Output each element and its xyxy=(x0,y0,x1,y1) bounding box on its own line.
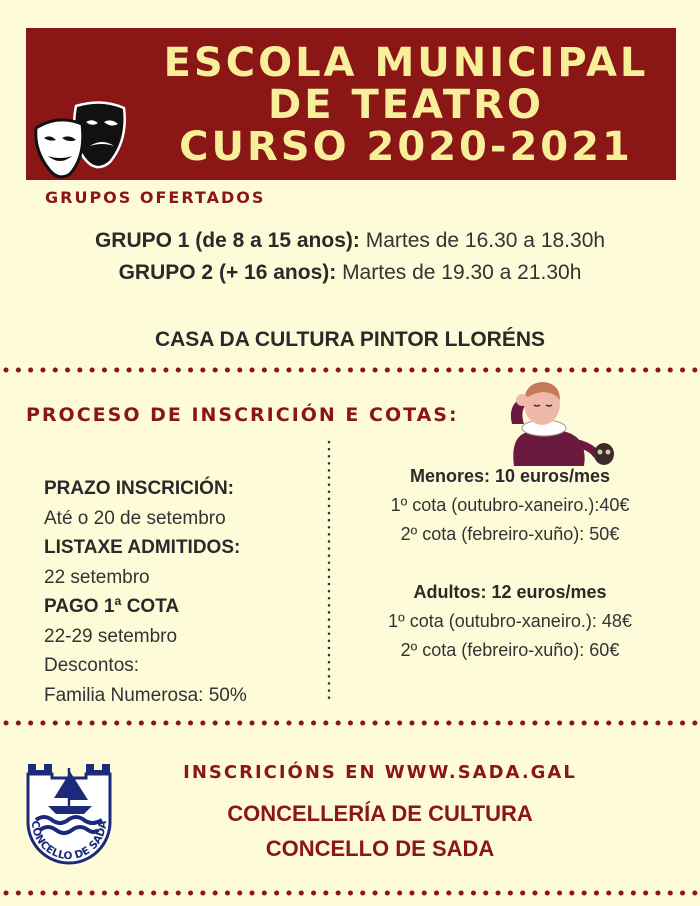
adultos-cota-1: 1º cota (outubro-xaneiro.): 48€ xyxy=(388,611,632,631)
adultos-cota-2: 2º cota (febreiro-xuño): 60€ xyxy=(400,640,620,660)
inscricion-details xyxy=(44,474,324,710)
grupo-2-label: GRUPO 2 (+ 16 anos): xyxy=(118,261,337,284)
grupo-2-time: Martes de 19.30 a 21.30h xyxy=(336,261,582,284)
concello-sada-logo xyxy=(22,760,116,870)
cotas-menores xyxy=(340,462,680,549)
logo-text: CONCELLO DE SADA xyxy=(28,820,110,863)
grupo-2-line xyxy=(0,261,700,285)
menores-label: Menores: 10 euros/mes xyxy=(409,466,611,486)
cotas-adultos xyxy=(340,578,680,665)
dotted-divider xyxy=(0,715,700,725)
listaxe-value: 22 setembro xyxy=(44,566,150,588)
prazo-value: Até o 20 de setembro xyxy=(44,507,226,529)
title-line-2: DE TEATRO xyxy=(267,82,544,128)
concello-name: CONCELLO DE SADA xyxy=(265,836,495,861)
pago-label: PAGO 1ª COTA xyxy=(44,596,180,617)
adultos-label: Adultos: 12 euros/mes xyxy=(413,582,607,602)
title-line-3: CURSO 2020-2021 xyxy=(179,124,633,170)
page-title xyxy=(136,42,676,168)
pago-value: 22-29 setembro xyxy=(44,625,178,647)
venue: CASA DA CULTURA PINTOR LLORÉNS xyxy=(154,328,546,351)
proceso-heading: PROCESO DE INSCRICIÓN E COTAS: xyxy=(26,404,459,426)
title-line-1: ESCOLA MUNICIPAL xyxy=(163,40,649,86)
grupo-1-time: Martes de 16.30 a 18.30h xyxy=(359,229,606,252)
descontos-label: Descontos: xyxy=(44,655,140,676)
dotted-divider xyxy=(0,885,700,895)
grupo-1-label: GRUPO 1 (de 8 a 15 anos): xyxy=(94,229,360,252)
descontos-value: Familia Numerosa: 50% xyxy=(44,684,247,706)
dotted-divider xyxy=(0,362,700,372)
listaxe-label: LISTAXE ADMITIDOS: xyxy=(44,537,241,558)
menores-cota-2: 2º cota (febreiro-xuño): 50€ xyxy=(400,524,620,544)
concelleria-name: CONCELLERÍA DE CULTURA xyxy=(227,801,533,826)
dotted-column-divider xyxy=(324,438,334,708)
prazo-label: PRAZO INSCRICIÓN: xyxy=(44,478,234,499)
shakespeare-character-icon xyxy=(500,378,620,466)
menores-cota-1: 1º cota (outubro-xaneiro.):40€ xyxy=(390,495,630,515)
inscricions-url: INSCRICIÓNS EN WWW.SADA.GAL xyxy=(183,762,577,783)
grupos-heading: GRUPOS OFERTADOS xyxy=(45,188,266,207)
theatre-masks-icon xyxy=(32,100,132,180)
grupo-1-line xyxy=(0,229,700,253)
